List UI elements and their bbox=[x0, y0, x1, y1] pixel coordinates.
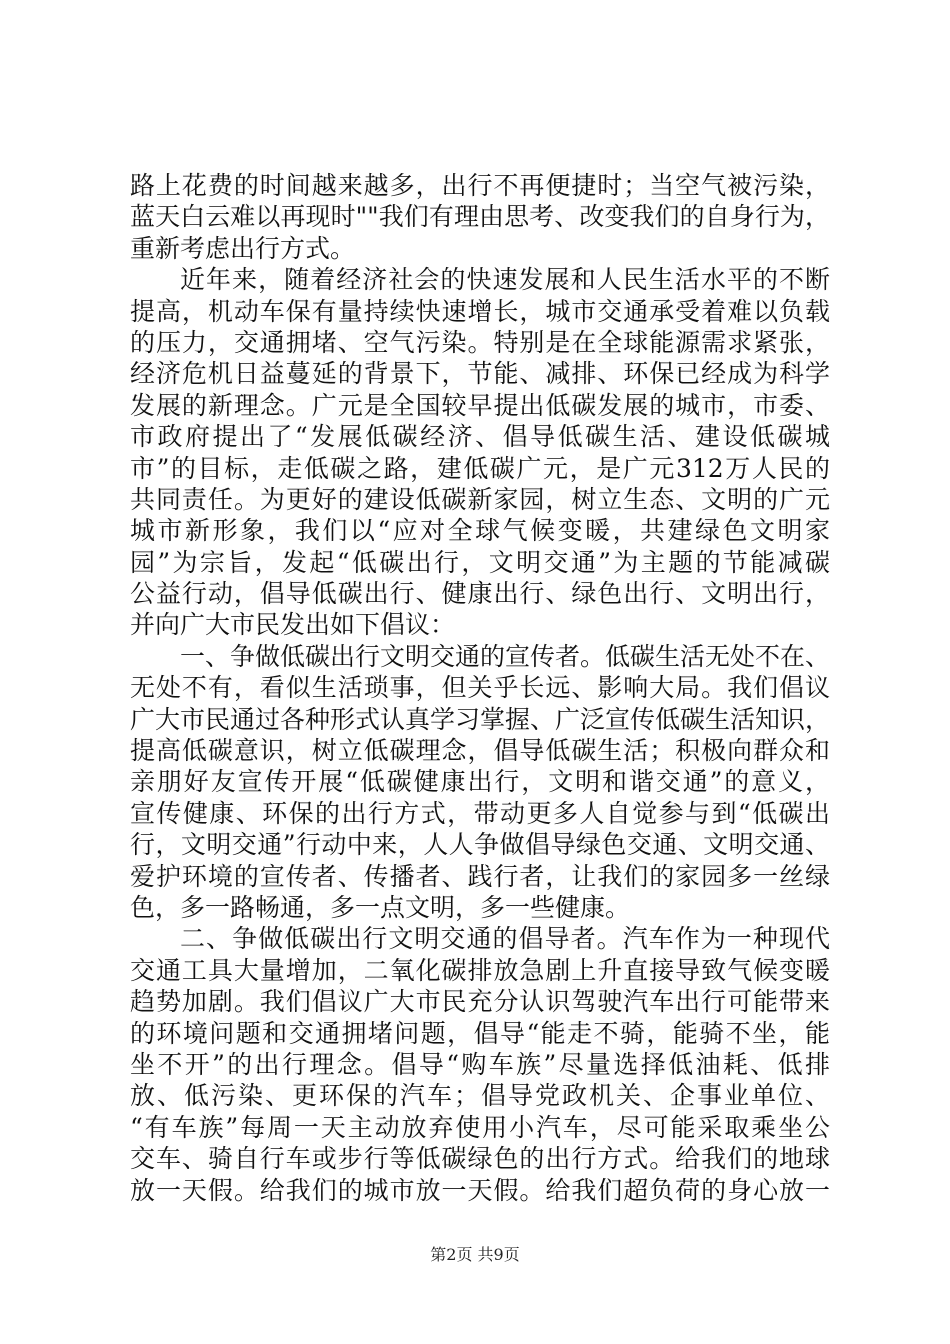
text-line: 蓝天白云难以再现时""我们有理由思考、改变我们的自身行为， bbox=[130, 202, 830, 232]
text-line: 的压力，交通拥堵、空气污染。特别是在全球能源需求紧张， bbox=[130, 327, 830, 357]
text-line: 提高，机动车保有量持续快速增长，城市交通承受着难以负载 bbox=[130, 296, 830, 326]
text-line: 行，文明交通”行动中来，人人争做倡导绿色交通、文明交通、 bbox=[130, 830, 830, 860]
text-line: 坐不开”的出行理念。倡导“购车族”尽量选择低油耗、低排 bbox=[130, 1049, 830, 1079]
text-line: 交车、骑自行车或步行等低碳绿色的出行方式。给我们的地球 bbox=[130, 1144, 830, 1174]
text-line: 交通工具大量增加，二氧化碳排放急剧上升直接导致气候变暖 bbox=[130, 955, 830, 985]
text-line: 经济危机日益蔓延的背景下，节能、减排、环保已经成为科学 bbox=[130, 359, 830, 389]
paragraph-start-line: 近年来，随着经济社会的快速发展和人民生活水平的不断 bbox=[180, 265, 830, 295]
text-line: 发展的新理念。广元是全国较早提出低碳发展的城市，市委、 bbox=[130, 390, 830, 420]
page-number-footer: 第2页 共9页 bbox=[430, 1245, 520, 1264]
text-line: “有车族”每周一天主动放弃使用小汽车，尽可能采取乘坐公 bbox=[130, 1112, 830, 1142]
text-line: 放、低污染、更环保的汽车；倡导党政机关、企事业单位、 bbox=[130, 1081, 830, 1111]
text-line: 亲朋好友宣传开展“低碳健康出行，文明和谐交通”的意义， bbox=[130, 767, 830, 797]
text-line: 广大市民通过各种形式认真学习掌握、广泛宣传低碳生活知识， bbox=[130, 704, 830, 734]
text-line: 并向广大市民发出如下倡议： bbox=[130, 610, 456, 640]
text-line: 放一天假。给我们的城市放一天假。给我们超负荷的身心放一 bbox=[130, 1175, 830, 1205]
text-line: 重新考虑出行方式。 bbox=[130, 233, 356, 263]
text-line: 色，多一路畅通，多一点文明，多一些健康。 bbox=[130, 892, 631, 922]
text-line: 趋势加剧。我们倡议广大市民充分认识驾驶汽车出行可能带来 bbox=[130, 987, 830, 1017]
text-line: 共同责任。为更好的建设低碳新家园，树立生态、文明的广元 bbox=[130, 484, 830, 514]
text-line: 无处不有，看似生活琐事，但关乎长远、影响大局。我们倡议 bbox=[130, 673, 830, 703]
text-line: 公益行动，倡导低碳出行、健康出行、绿色出行、文明出行， bbox=[130, 579, 830, 609]
text-line: 市”的目标，走低碳之路，建低碳广元，是广元312万人民的 bbox=[130, 453, 830, 483]
paragraph-start-line: 一、争做低碳出行文明交通的宣传者。低碳生活无处不在、 bbox=[180, 641, 830, 671]
text-line: 市政府提出了“发展低碳经济、倡导低碳生活、建设低碳城 bbox=[130, 422, 830, 452]
text-line: 路上花费的时间越来越多，出行不再便捷时；当空气被污染， bbox=[130, 171, 830, 200]
document-body bbox=[130, 170, 830, 1206]
text-line: 园”为宗旨，发起“低碳出行，文明交通”为主题的节能减碳 bbox=[130, 547, 830, 577]
text-line: 爱护环境的宣传者、传播者、践行者，让我们的家园多一丝绿 bbox=[130, 861, 830, 891]
text-line: 城市新形象，我们以“应对全球气候变暖，共建绿色文明家 bbox=[130, 516, 830, 546]
text-line: 的环境问题和交通拥堵问题，倡导“能走不骑，能骑不坐，能 bbox=[130, 1018, 830, 1048]
paragraph-start-line: 二、争做低碳出行文明交通的倡导者。汽车作为一种现代 bbox=[180, 924, 830, 954]
text-line: 宣传健康、环保的出行方式，带动更多人自觉参与到“低碳出 bbox=[130, 798, 830, 828]
text-line: 提高低碳意识，树立低碳理念，倡导低碳生活；积极向群众和 bbox=[130, 736, 830, 766]
